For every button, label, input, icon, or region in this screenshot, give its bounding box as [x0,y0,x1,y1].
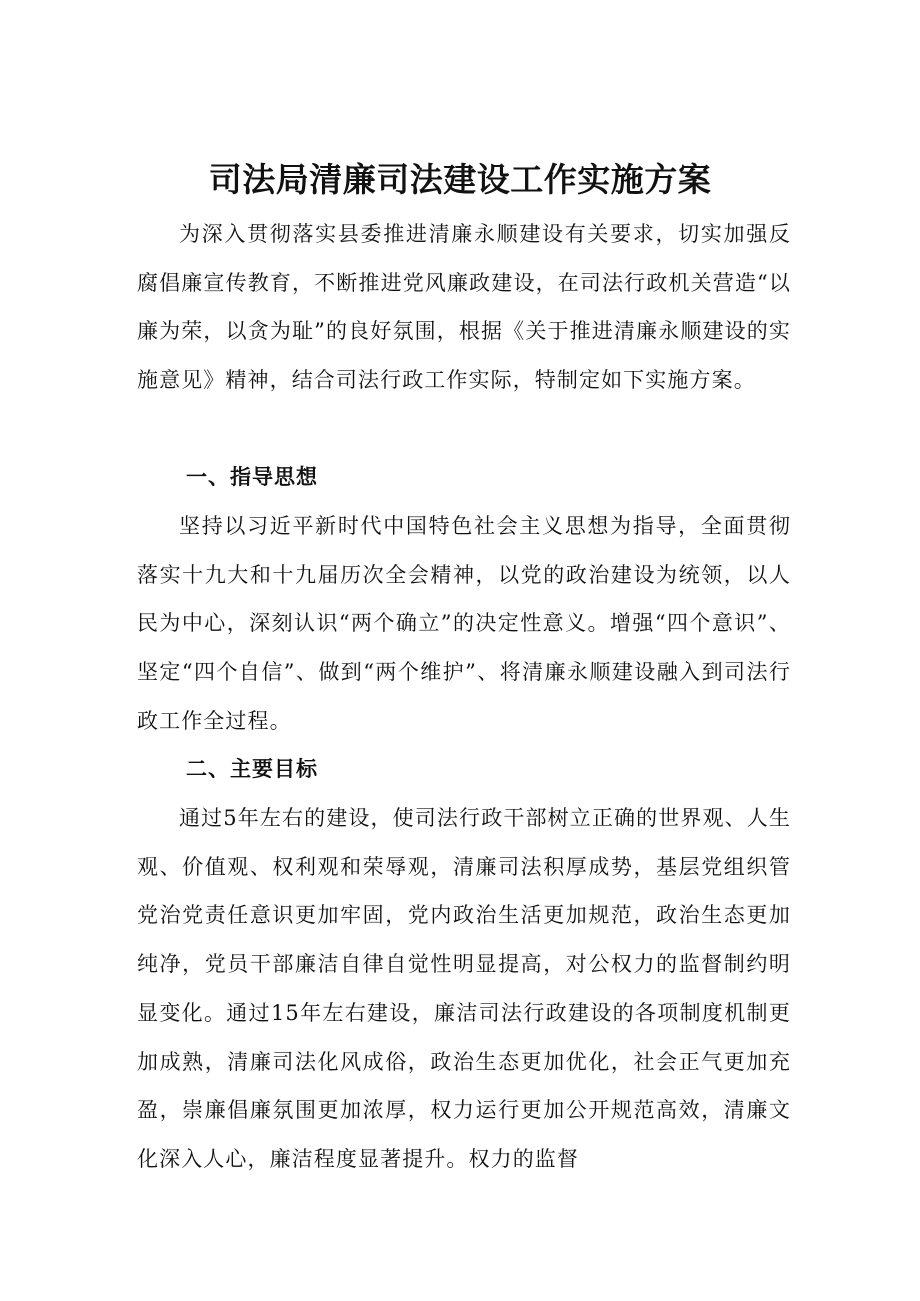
document-title: 司法局清廉司法建设工作实施方案 [208,160,712,200]
section-heading-main-goals: 二、主要目标 [186,757,318,781]
main-goals-paragraph: 通过5年左右的建设，使司法行政干部树立正确的世界观、人生观、价值观、权利观和荣辱观，清廉司法积厚成势，基层党组织管党治党责任意识更加牢固，党内政治生活更加规范，政治生态更加纯净，党员干部廉洁自律自觉性明显提高，对公权力的监督制约明显变化。通过15年左右建设，廉洁司法行政建设的各项制度机制更加成熟，清廉司法化风成俗，政治生态更加优化，社会正气更加充盈，崇廉倡廉氛围更加浓厚，权力运行更加公开规范高效，清廉文化深入人心，廉洁程度显著提升。权力的监督 [137,806,791,1171]
guiding-ideology-paragraph: 坚持以习近平新时代中国特色社会主义思想为指导，全面贯彻落实十九大和十九届历次全会精神，以党的政治建设为统领，以人民为中心，深刻认识“两个确立”的决定性意义。增强“四个意识”、坚定“四个自信”、做到“两个维护”、将清廉永顺建设融入到司法行政工作全过程。 [137,514,791,733]
intro-paragraph: 为深入贯彻落实县委推进清廉永顺建设有关要求，切实加强反腐倡廉宣传教育，不断推进党风廉政建设，在司法行政机关营造“以廉为荣，以贪为耻”的良好氛围，根据《关于推进清廉永顺建设的实施意见》精神，结合司法行政工作实际，特制定如下实施方案。 [137,222,791,393]
section-heading-guiding-ideology: 一、指导思想 [186,465,318,489]
